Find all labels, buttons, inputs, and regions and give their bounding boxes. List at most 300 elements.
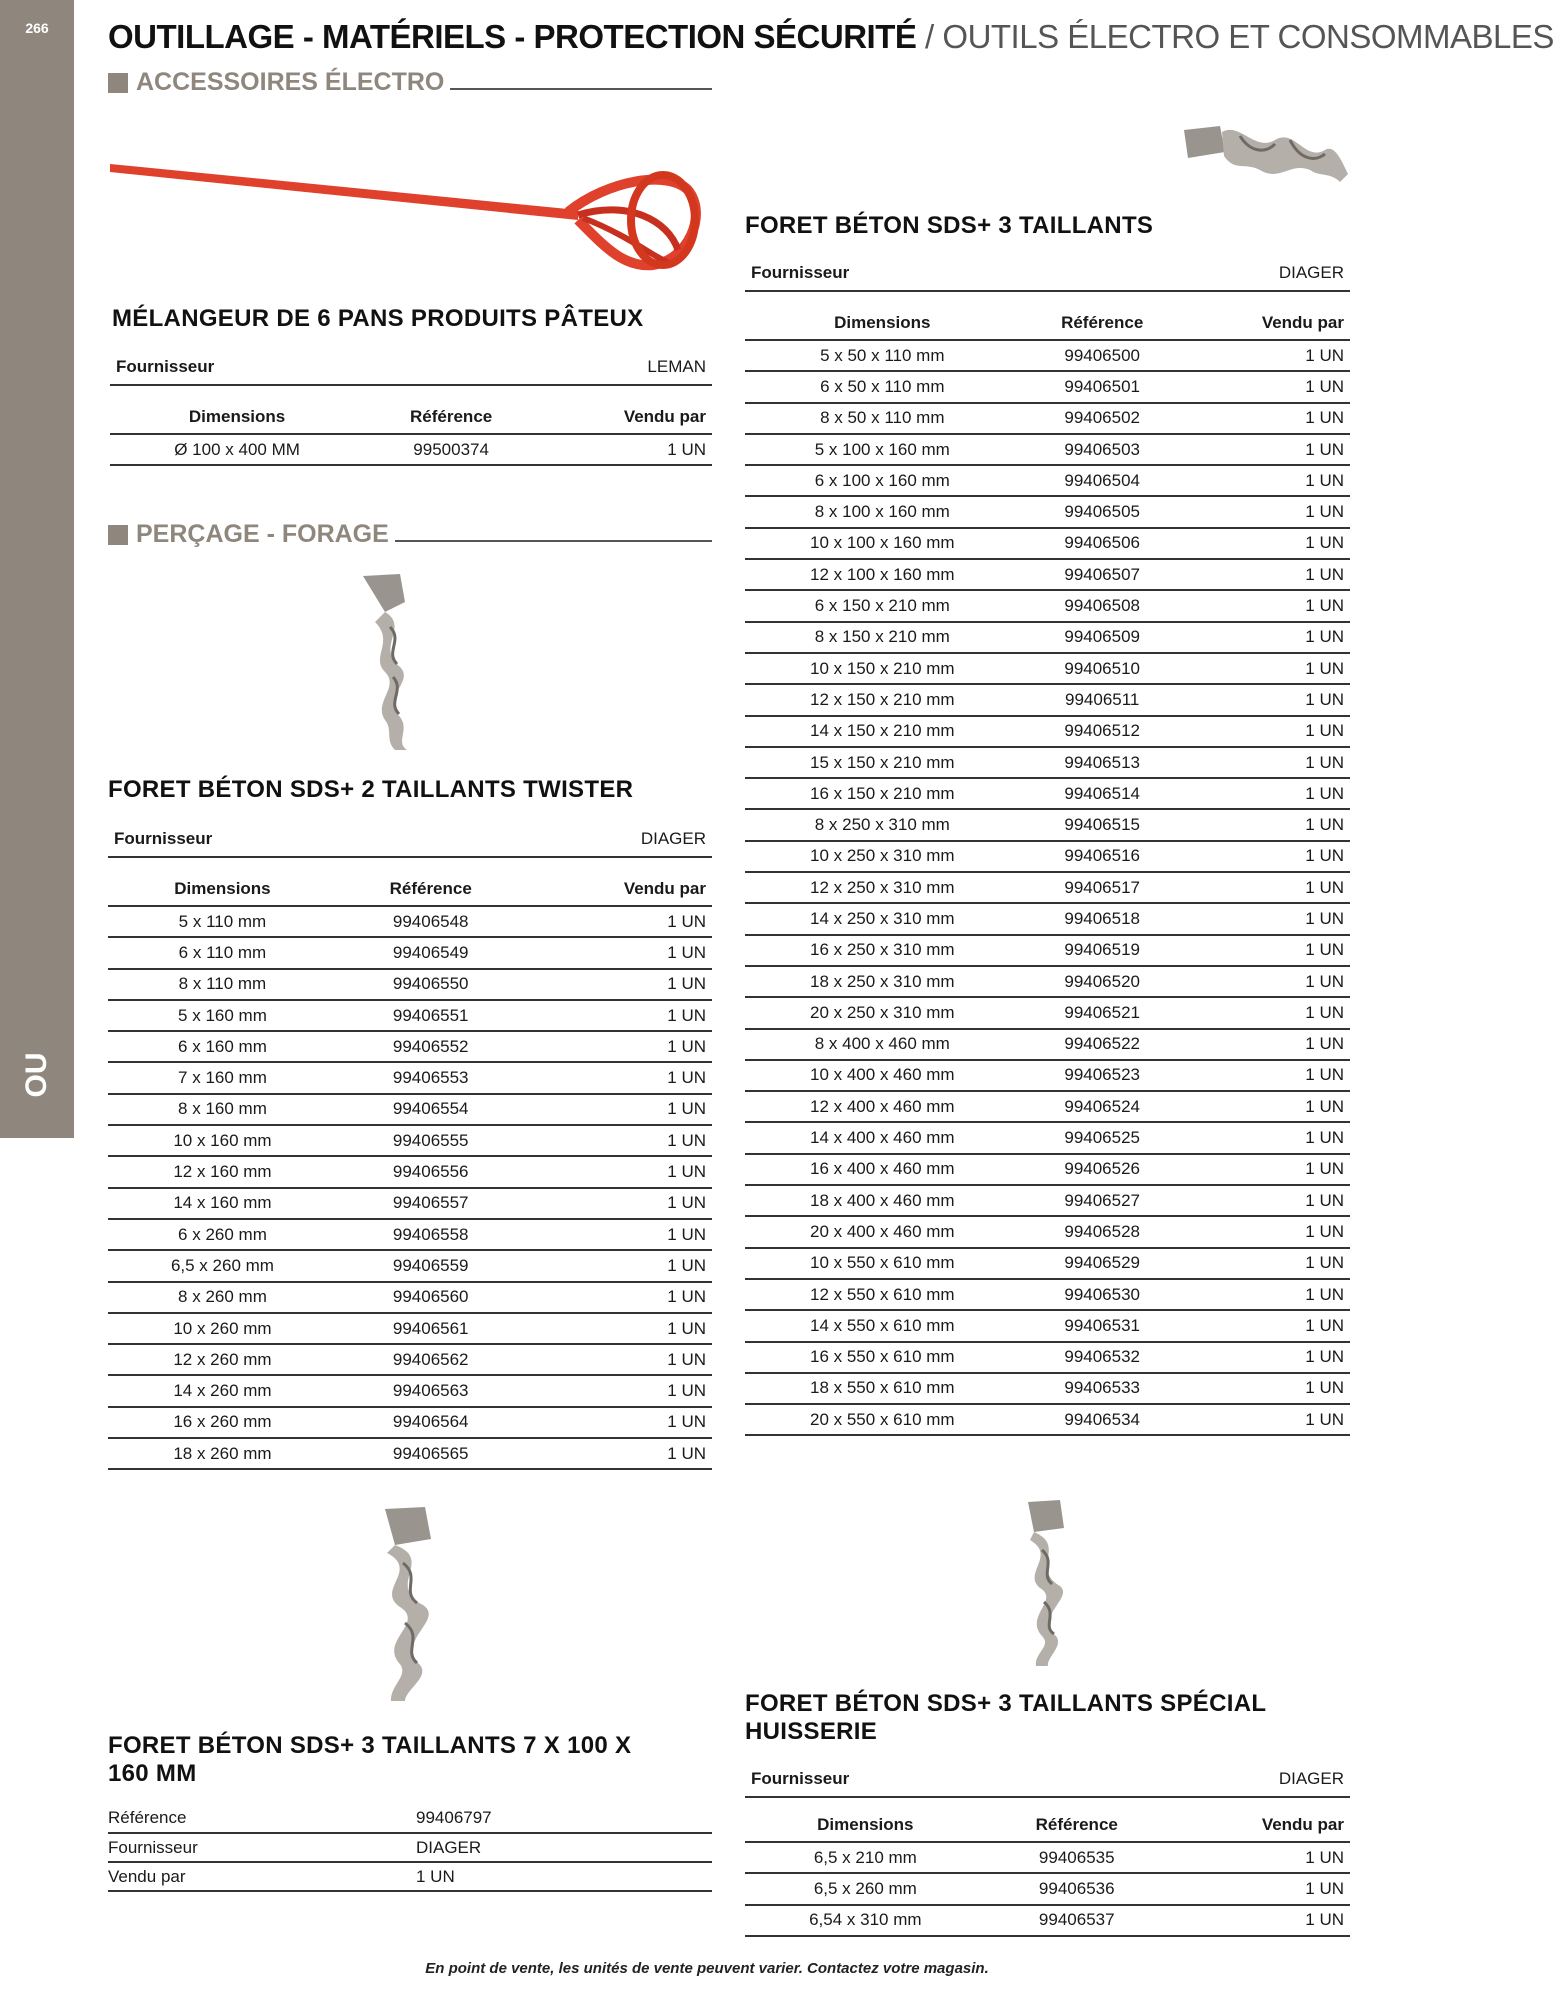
- cell-reference: 99406555: [337, 1125, 525, 1156]
- cell-reference: 99406527: [1020, 1185, 1185, 1216]
- cell-vendu-par: 1 UN: [1185, 1029, 1350, 1060]
- cell-vendu-par: 1 UN: [1185, 684, 1350, 715]
- cell-vendu-par: 1 UN: [1185, 747, 1350, 778]
- cell-reference: 99406503: [1020, 434, 1185, 465]
- cell-dimensions: 20 x 550 x 610 mm: [745, 1404, 1020, 1435]
- cell-reference: 99406553: [337, 1062, 525, 1093]
- section-heading-accessoires: [108, 68, 712, 97]
- cell-vendu-par: 1 UN: [524, 1219, 712, 1250]
- cell-dimensions: 12 x 100 x 160 mm: [745, 559, 1020, 590]
- three-tips-table: [745, 306, 1350, 1436]
- table-row: [108, 1094, 712, 1125]
- table-row: [108, 906, 712, 937]
- cell-dimensions: 8 x 50 x 110 mm: [745, 403, 1020, 434]
- cell-reference: 99406506: [1020, 528, 1185, 559]
- cell-reference: 99406525: [1020, 1122, 1185, 1153]
- cell-dimensions: 16 x 150 x 210 mm: [745, 778, 1020, 809]
- cell-dimensions: 8 x 100 x 160 mm: [745, 496, 1020, 527]
- cell-dimensions: 18 x 400 x 460 mm: [745, 1185, 1020, 1216]
- cell-reference: 99406523: [1020, 1060, 1185, 1091]
- cell-vendu-par: 1 UN: [524, 1062, 712, 1093]
- spec-row-sold: [108, 1862, 712, 1891]
- cell-reference: 99406536: [986, 1873, 1168, 1904]
- cell-reference: 99406556: [337, 1156, 525, 1187]
- cell-dimensions: 16 x 400 x 460 mm: [745, 1154, 1020, 1185]
- cell-reference: 99406532: [1020, 1342, 1185, 1373]
- header-category: OUTILLAGE - MATÉRIELS - PROTECTION SÉCURITÉ: [108, 18, 917, 55]
- cell-dimensions: 10 x 260 mm: [108, 1313, 337, 1344]
- cell-dimensions: 6 x 110 mm: [108, 937, 337, 968]
- cell-dimensions: 6,5 x 210 mm: [745, 1842, 986, 1873]
- product-title-twister: FORET BÉTON SDS+ 2 TAILLANTS TWISTER: [108, 776, 634, 803]
- cell-reference: 99406517: [1020, 872, 1185, 903]
- cell-reference: 99406515: [1020, 809, 1185, 840]
- cell-vendu-par: 1 UN: [524, 1344, 712, 1375]
- cell-dimensions: 8 x 260 mm: [108, 1282, 337, 1313]
- cell-reference: 99406511: [1020, 684, 1185, 715]
- cell-vendu-par: 1 UN: [524, 906, 712, 937]
- cell-dimensions: 8 x 250 x 310 mm: [745, 809, 1020, 840]
- cell-dimensions: 20 x 250 x 310 mm: [745, 997, 1020, 1028]
- huisserie-drill-image: [1012, 1498, 1082, 1668]
- cell-reference: 99406519: [1020, 935, 1185, 966]
- cell-reference: 99406558: [337, 1219, 525, 1250]
- cell-dimensions: 18 x 260 mm: [108, 1438, 337, 1469]
- twister-table: [108, 872, 712, 1470]
- cell-dimensions: 6,54 x 310 mm: [745, 1905, 986, 1936]
- cell-vendu-par: 1 UN: [1185, 716, 1350, 747]
- cell-vendu-par: 1 UN: [1185, 340, 1350, 371]
- cell-reference: 99406550: [337, 969, 525, 1000]
- cell-dimensions: 10 x 250 x 310 mm: [745, 841, 1020, 872]
- cell-reference: 99406524: [1020, 1091, 1185, 1122]
- product-single: [108, 1792, 712, 1892]
- cell-dimensions: 6 x 150 x 210 mm: [745, 590, 1020, 621]
- spec-label: Vendu par: [108, 1862, 416, 1891]
- cell-dimensions: 16 x 250 x 310 mm: [745, 935, 1020, 966]
- twister-drill-image: [355, 572, 425, 752]
- cell-dimensions: 6 x 160 mm: [108, 1031, 337, 1062]
- col-vendu-par: Vendu par: [524, 872, 712, 906]
- cell-reference: 99406505: [1020, 496, 1185, 527]
- spec-label: Fournisseur: [108, 1833, 416, 1862]
- cell-vendu-par: 1 UN: [1185, 434, 1350, 465]
- supplier-row: [745, 256, 1350, 292]
- supplier-row: [110, 350, 712, 386]
- cell-vendu-par: 1 UN: [1185, 528, 1350, 559]
- table-row: [745, 997, 1350, 1028]
- spec-row-supplier: [108, 1833, 712, 1862]
- cell-dimensions: 6,5 x 260 mm: [745, 1873, 986, 1904]
- cell-vendu-par: 1 UN: [524, 1094, 712, 1125]
- col-vendu-par: Vendu par: [538, 400, 712, 434]
- cell-reference: 99406548: [337, 906, 525, 937]
- table-row: [745, 747, 1350, 778]
- cell-vendu-par: 1 UN: [1185, 1248, 1350, 1279]
- supplier-value: DIAGER: [1278, 1769, 1344, 1788]
- cell-reference: 99406549: [337, 937, 525, 968]
- table-row: [745, 1060, 1350, 1091]
- cell-reference: 99406509: [1020, 622, 1185, 653]
- cell-dimensions: 12 x 260 mm: [108, 1344, 337, 1375]
- side-tab-label: OU: [20, 1052, 53, 1098]
- cell-reference: 99406514: [1020, 778, 1185, 809]
- cell-reference: 99406562: [337, 1344, 525, 1375]
- cell-vendu-par: 1 UN: [1185, 1404, 1350, 1435]
- section-rule: [395, 540, 712, 542]
- cell-dimensions: 10 x 100 x 160 mm: [745, 528, 1020, 559]
- cell-reference: 99406529: [1020, 1248, 1185, 1279]
- cell-reference: 99406551: [337, 1000, 525, 1031]
- table-row: [745, 559, 1350, 590]
- three-tips-drill-image: [1180, 122, 1350, 194]
- cell-vendu-par: 1 UN: [1185, 903, 1350, 934]
- cell-vendu-par: 1 UN: [1185, 935, 1350, 966]
- cell-reference: 99406522: [1020, 1029, 1185, 1060]
- cell-dimensions: 14 x 400 x 460 mm: [745, 1122, 1020, 1153]
- cell-vendu-par: 1 UN: [1185, 1122, 1350, 1153]
- col-dimensions: Dimensions: [108, 872, 337, 906]
- twister-rows: [108, 906, 712, 1469]
- cell-dimensions: 7 x 160 mm: [108, 1062, 337, 1093]
- table-row: [745, 1216, 1350, 1247]
- table-row: [745, 872, 1350, 903]
- col-reference: Référence: [986, 1808, 1168, 1842]
- supplier-label: Fournisseur: [751, 263, 850, 282]
- spec-row-reference: [108, 1804, 712, 1833]
- cell-vendu-par: 1 UN: [524, 1282, 712, 1313]
- table-row: [745, 1842, 1350, 1873]
- cell-vendu-par: 1 UN: [1185, 1060, 1350, 1091]
- product-melangeur: [110, 350, 712, 466]
- cell-reference: 99406531: [1020, 1310, 1185, 1341]
- cell-vendu-par: 1 UN: [1185, 778, 1350, 809]
- melangeur-table: [110, 400, 712, 466]
- col-dimensions: Dimensions: [745, 1808, 986, 1842]
- table-row: [745, 1342, 1350, 1373]
- cell-reference: 99406508: [1020, 590, 1185, 621]
- table-row: [745, 622, 1350, 653]
- col-vendu-par: Vendu par: [1168, 1808, 1350, 1842]
- cell-vendu-par: 1 UN: [1185, 465, 1350, 496]
- huisserie-rows: [745, 1842, 1350, 1936]
- cell-vendu-par: 1 UN: [1185, 809, 1350, 840]
- cell-dimensions: 14 x 550 x 610 mm: [745, 1310, 1020, 1341]
- supplier-value: LEMAN: [647, 357, 706, 376]
- cell-reference: 99406521: [1020, 997, 1185, 1028]
- table-row: [108, 1313, 712, 1344]
- cell-dimensions: 5 x 110 mm: [108, 906, 337, 937]
- table-row: [108, 1031, 712, 1062]
- table-row: [108, 1125, 712, 1156]
- cell-reference: 99406535: [986, 1842, 1168, 1873]
- cell-vendu-par: 1 UN: [524, 1188, 712, 1219]
- table-row: [108, 1375, 712, 1406]
- cell-vendu-par: 1 UN: [524, 1000, 712, 1031]
- table-row: [745, 903, 1350, 934]
- supplier-label: Fournisseur: [114, 829, 213, 848]
- cell-vendu-par: 1 UN: [1185, 841, 1350, 872]
- table-row: [745, 1873, 1350, 1904]
- cell-dimensions: 8 x 150 x 210 mm: [745, 622, 1020, 653]
- cell-dimensions: 8 x 110 mm: [108, 969, 337, 1000]
- table-row: [745, 716, 1350, 747]
- cell-dimensions: 16 x 550 x 610 mm: [745, 1342, 1020, 1373]
- product-title-single: FORET BÉTON SDS+ 3 TAILLANTS 7 X 100 X 160 MM: [108, 1732, 632, 1787]
- cell-dimensions: 6 x 260 mm: [108, 1219, 337, 1250]
- single-spec-table: [108, 1804, 712, 1892]
- cell-vendu-par: 1 UN: [1185, 653, 1350, 684]
- table-row: [745, 496, 1350, 527]
- cell-vendu-par: 1 UN: [524, 1156, 712, 1187]
- cell-dimensions: 14 x 260 mm: [108, 1375, 337, 1406]
- cell-dimensions: 14 x 150 x 210 mm: [745, 716, 1020, 747]
- cell-vendu-par: 1 UN: [1185, 1279, 1350, 1310]
- table-row: [108, 1000, 712, 1031]
- cell-vendu-par: 1 UN: [1168, 1873, 1350, 1904]
- cell-vendu-par: 1 UN: [1185, 966, 1350, 997]
- table-row: [745, 966, 1350, 997]
- cell-dimensions: 14 x 250 x 310 mm: [745, 903, 1020, 934]
- cell-dimensions: 18 x 250 x 310 mm: [745, 966, 1020, 997]
- cell-dimensions: 8 x 400 x 460 mm: [745, 1029, 1020, 1060]
- cell-reference: 99406501: [1020, 371, 1185, 402]
- cell-reference: 99406559: [337, 1250, 525, 1281]
- cell-reference: 99406537: [986, 1905, 1168, 1936]
- cell-dimensions: 16 x 260 mm: [108, 1407, 337, 1438]
- cell-dimensions: 10 x 400 x 460 mm: [745, 1060, 1020, 1091]
- table-row: [108, 1156, 712, 1187]
- section-marker: [108, 73, 128, 93]
- cell-vendu-par: 1 UN: [524, 1250, 712, 1281]
- paddle-mixer-image: [108, 150, 708, 280]
- supplier-row: [745, 1762, 1350, 1798]
- cell-reference: 99406554: [337, 1094, 525, 1125]
- cell-vendu-par: 1 UN: [1185, 1091, 1350, 1122]
- cell-dimensions: 12 x 150 x 210 mm: [745, 684, 1020, 715]
- footnote: En point de vente, les unités de vente peuvent varier. Contactez votre magasin.: [425, 1960, 989, 1977]
- table-row: [745, 1091, 1350, 1122]
- table-row: [745, 465, 1350, 496]
- supplier-value: DIAGER: [1278, 263, 1344, 282]
- cell-dimensions: 6 x 50 x 110 mm: [745, 371, 1020, 402]
- cell-vendu-par: 1 UN: [524, 969, 712, 1000]
- cell-reference: 99406510: [1020, 653, 1185, 684]
- cell-reference: 99406518: [1020, 903, 1185, 934]
- cell-vendu-par: 1 UN: [524, 1407, 712, 1438]
- cell-vendu-par: 1 UN: [1185, 997, 1350, 1028]
- cell-vendu-par: 1 UN: [1185, 371, 1350, 402]
- product-title-three-tips: FORET BÉTON SDS+ 3 TAILLANTS: [745, 212, 1154, 239]
- cell-vendu-par: 1 UN: [1185, 496, 1350, 527]
- table-row: [745, 778, 1350, 809]
- cell-reference: 99406516: [1020, 841, 1185, 872]
- cell-vendu-par: 1 UN: [1185, 1373, 1350, 1404]
- three-tips-rows: [745, 340, 1350, 1435]
- supplier-row: [108, 822, 712, 858]
- product-title-huisserie: FORET BÉTON SDS+ 3 TAILLANTS SPÉCIAL HUISSERIE: [745, 1690, 1266, 1745]
- table-row: [108, 937, 712, 968]
- section-heading-percage: [108, 520, 712, 549]
- table-row: [745, 841, 1350, 872]
- cell-dimensions: 12 x 250 x 310 mm: [745, 872, 1020, 903]
- cell-reference: 99500374: [364, 434, 538, 465]
- table-row: [745, 1185, 1350, 1216]
- cell-vendu-par: 1 UN: [524, 1438, 712, 1469]
- cell-dimensions: 5 x 100 x 160 mm: [745, 434, 1020, 465]
- product-three-tips: [745, 256, 1350, 1436]
- table-row: [745, 684, 1350, 715]
- cell-reference: 99406530: [1020, 1279, 1185, 1310]
- table-row: [745, 809, 1350, 840]
- single-drill-image: [365, 1505, 455, 1705]
- cell-dimensions: 18 x 550 x 610 mm: [745, 1373, 1020, 1404]
- header-subcategory: / OUTILS ÉLECTRO ET CONSOMMABLES: [916, 18, 1554, 55]
- cell-vendu-par: 1 UN: [524, 1313, 712, 1344]
- page-number: 266: [25, 20, 49, 36]
- table-row: [745, 1310, 1350, 1341]
- cell-dimensions: 12 x 550 x 610 mm: [745, 1279, 1020, 1310]
- table-row: [745, 1404, 1350, 1435]
- cell-dimensions: 10 x 150 x 210 mm: [745, 653, 1020, 684]
- cell-dimensions: 10 x 160 mm: [108, 1125, 337, 1156]
- cell-reference: 99406504: [1020, 465, 1185, 496]
- table-row: [745, 1373, 1350, 1404]
- table-row: [745, 1029, 1350, 1060]
- cell-dimensions: 6 x 100 x 160 mm: [745, 465, 1020, 496]
- cell-reference: 99406557: [337, 1188, 525, 1219]
- cell-vendu-par: 1 UN: [524, 1031, 712, 1062]
- cell-reference: 99406552: [337, 1031, 525, 1062]
- cell-vendu-par: 1 UN: [1168, 1905, 1350, 1936]
- cell-reference: 99406534: [1020, 1404, 1185, 1435]
- huisserie-table: [745, 1808, 1350, 1937]
- cell-reference: 99406560: [337, 1282, 525, 1313]
- cell-vendu-par: 1 UN: [1185, 1310, 1350, 1341]
- cell-reference: 99406563: [337, 1375, 525, 1406]
- cell-vendu-par: 1 UN: [1185, 622, 1350, 653]
- table-row: [745, 1122, 1350, 1153]
- table-row: [108, 1062, 712, 1093]
- cell-reference: 99406513: [1020, 747, 1185, 778]
- cell-reference: 99406526: [1020, 1154, 1185, 1185]
- spec-value: 1 UN: [416, 1862, 712, 1891]
- cell-vendu-par: 1 UN: [1185, 559, 1350, 590]
- col-dimensions: Dimensions: [110, 400, 364, 434]
- cell-vendu-par: 1 UN: [1185, 403, 1350, 434]
- page-header: [108, 18, 1554, 56]
- supplier-value: DIAGER: [640, 829, 706, 848]
- table-row: [108, 1438, 712, 1469]
- cell-vendu-par: 1 UN: [1185, 1342, 1350, 1373]
- table-row: [108, 1188, 712, 1219]
- cell-vendu-par: 1 UN: [1185, 1154, 1350, 1185]
- supplier-label: Fournisseur: [116, 357, 215, 376]
- col-reference: Référence: [1020, 306, 1185, 340]
- table-row: [745, 1279, 1350, 1310]
- cell-reference: 99406520: [1020, 966, 1185, 997]
- table-row: [745, 340, 1350, 371]
- cell-vendu-par: 1 UN: [524, 937, 712, 968]
- table-row: [108, 1250, 712, 1281]
- cell-dimensions: 20 x 400 x 460 mm: [745, 1216, 1020, 1247]
- cell-dimensions: 12 x 160 mm: [108, 1156, 337, 1187]
- cell-vendu-par: 1 UN: [524, 1125, 712, 1156]
- cell-reference: 99406528: [1020, 1216, 1185, 1247]
- table-row: [745, 528, 1350, 559]
- col-vendu-par: Vendu par: [1185, 306, 1350, 340]
- supplier-label: Fournisseur: [751, 1769, 850, 1788]
- section-rule: [450, 88, 712, 90]
- cell-dimensions: 6,5 x 260 mm: [108, 1250, 337, 1281]
- cell-reference: 99406561: [337, 1313, 525, 1344]
- cell-reference: 99406565: [337, 1438, 525, 1469]
- cell-reference: 99406502: [1020, 403, 1185, 434]
- cell-dimensions: 12 x 400 x 460 mm: [745, 1091, 1020, 1122]
- cell-dimensions: 8 x 160 mm: [108, 1094, 337, 1125]
- cell-vendu-par: 1 UN: [1168, 1842, 1350, 1873]
- table-row: [745, 1905, 1350, 1936]
- table-row: [745, 653, 1350, 684]
- col-reference: Référence: [337, 872, 525, 906]
- cell-dimensions: 14 x 160 mm: [108, 1188, 337, 1219]
- col-dimensions: Dimensions: [745, 306, 1020, 340]
- cell-reference: 99406564: [337, 1407, 525, 1438]
- product-huisserie: [745, 1762, 1350, 1937]
- table-row: [108, 1344, 712, 1375]
- cell-reference: 99406507: [1020, 559, 1185, 590]
- table-row: [745, 1154, 1350, 1185]
- cell-vendu-par: 1 UN: [1185, 1216, 1350, 1247]
- table-row: [745, 590, 1350, 621]
- spec-label: Référence: [108, 1804, 416, 1833]
- sidebar-band: [0, 0, 74, 1138]
- table-row: [110, 434, 712, 465]
- section-title: PERÇAGE - FORAGE: [136, 520, 389, 548]
- table-row: [108, 1407, 712, 1438]
- cell-vendu-par: 1 UN: [538, 434, 712, 465]
- cell-reference: 99406512: [1020, 716, 1185, 747]
- section-marker: [108, 525, 128, 545]
- cell-reference: 99406500: [1020, 340, 1185, 371]
- section-title: ACCESSOIRES ÉLECTRO: [136, 68, 445, 96]
- table-row: [745, 1248, 1350, 1279]
- table-row: [745, 935, 1350, 966]
- product-title-melangeur: MÉLANGEUR DE 6 PANS PRODUITS PÂTEUX: [112, 305, 644, 332]
- cell-dimensions: 15 x 150 x 210 mm: [745, 747, 1020, 778]
- cell-vendu-par: 1 UN: [1185, 872, 1350, 903]
- cell-vendu-par: 1 UN: [524, 1375, 712, 1406]
- cell-reference: 99406533: [1020, 1373, 1185, 1404]
- table-row: [745, 371, 1350, 402]
- table-row: [745, 403, 1350, 434]
- cell-dimensions: 5 x 50 x 110 mm: [745, 340, 1020, 371]
- melangeur-rows: [110, 434, 712, 465]
- table-row: [108, 1282, 712, 1313]
- product-twister: [108, 822, 712, 1470]
- table-row: [108, 969, 712, 1000]
- cell-dimensions: 5 x 160 mm: [108, 1000, 337, 1031]
- table-row: [745, 434, 1350, 465]
- spec-value: 99406797: [416, 1804, 712, 1833]
- col-reference: Référence: [364, 400, 538, 434]
- table-row: [108, 1219, 712, 1250]
- cell-vendu-par: 1 UN: [1185, 590, 1350, 621]
- spec-value: DIAGER: [416, 1833, 712, 1862]
- cell-vendu-par: 1 UN: [1185, 1185, 1350, 1216]
- cell-dimensions: Ø 100 x 400 MM: [110, 434, 364, 465]
- cell-dimensions: 10 x 550 x 610 mm: [745, 1248, 1020, 1279]
